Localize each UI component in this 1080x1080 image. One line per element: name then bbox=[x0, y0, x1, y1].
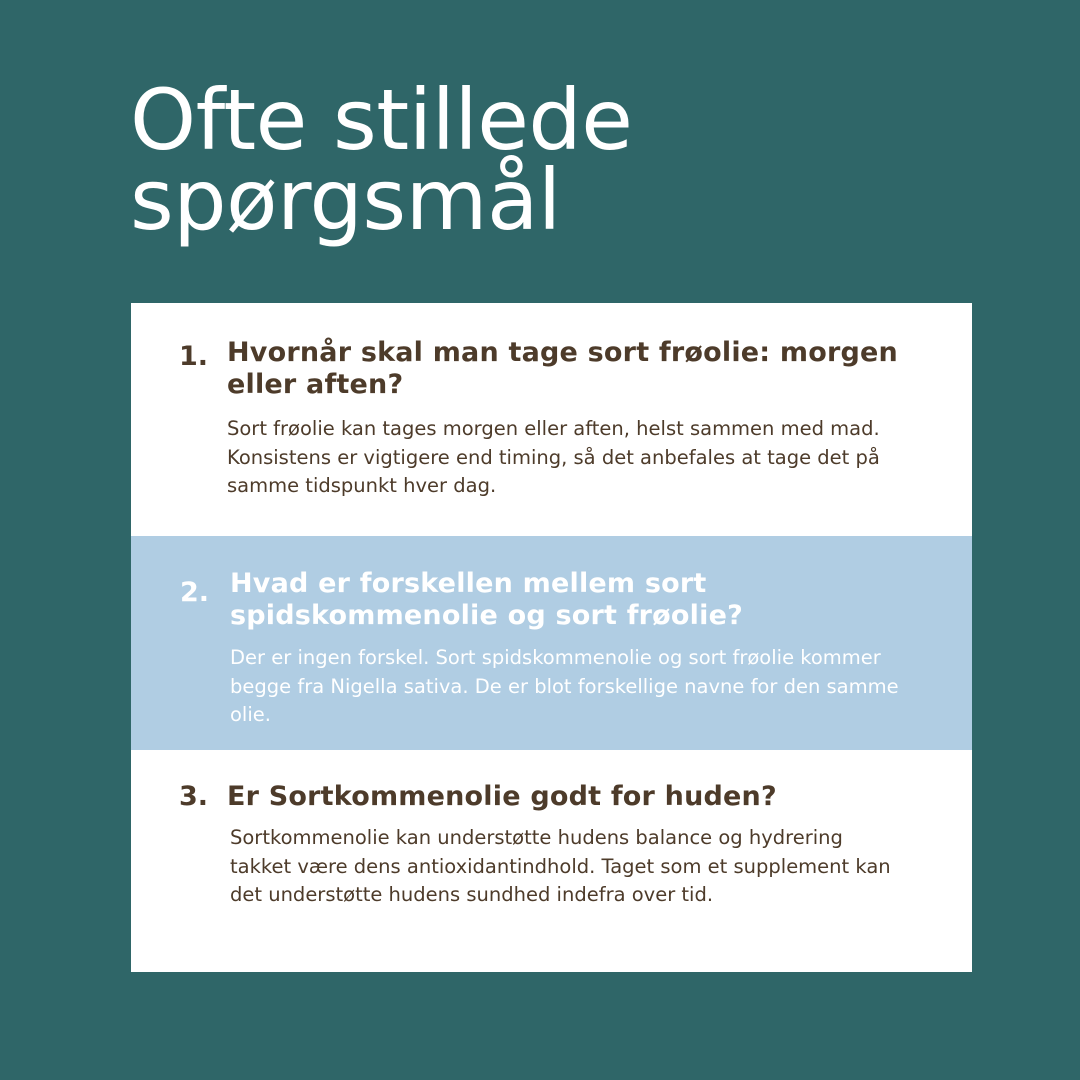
faq-question: Hvornår skal man tage sort frøolie: morgen eller aften? bbox=[227, 337, 898, 400]
faq-answer: Der er ingen forskel. Sort spidskommenolie og sort frøolie kommer begge fra Nigella sativa. De er blot forskellige navne for den samme olie. bbox=[230, 646, 899, 726]
faq-question: Er Sortkommenolie godt for huden? bbox=[227, 781, 777, 812]
faq-answer: Sortkommenolie kan understøtte hudens balance og hydrering takket være dens antioxidantindhold. Taget som et supplement kan det understøtte hudens sundhed indefra over tid. bbox=[230, 826, 891, 906]
faq-question: Hvad er forskellen mellem sort spidskommenolie og sort frøolie? bbox=[230, 568, 743, 631]
faq-answer: Sort frøolie kan tages morgen eller aften, helst sammen med mad. Konsistens er vigtigere end timing, så det anbefales at tage det på samme tidspunkt hver dag. bbox=[227, 417, 880, 497]
faq-number: 2. bbox=[180, 577, 210, 608]
faq-item-2 bbox=[131, 536, 972, 750]
faq-item-1 bbox=[131, 303, 972, 536]
faq-item-3 bbox=[131, 750, 972, 972]
page-title: Ofte stillede spørgsmål bbox=[130, 71, 633, 249]
faq-number: 3. bbox=[179, 781, 209, 812]
faq-number: 1. bbox=[179, 341, 209, 372]
